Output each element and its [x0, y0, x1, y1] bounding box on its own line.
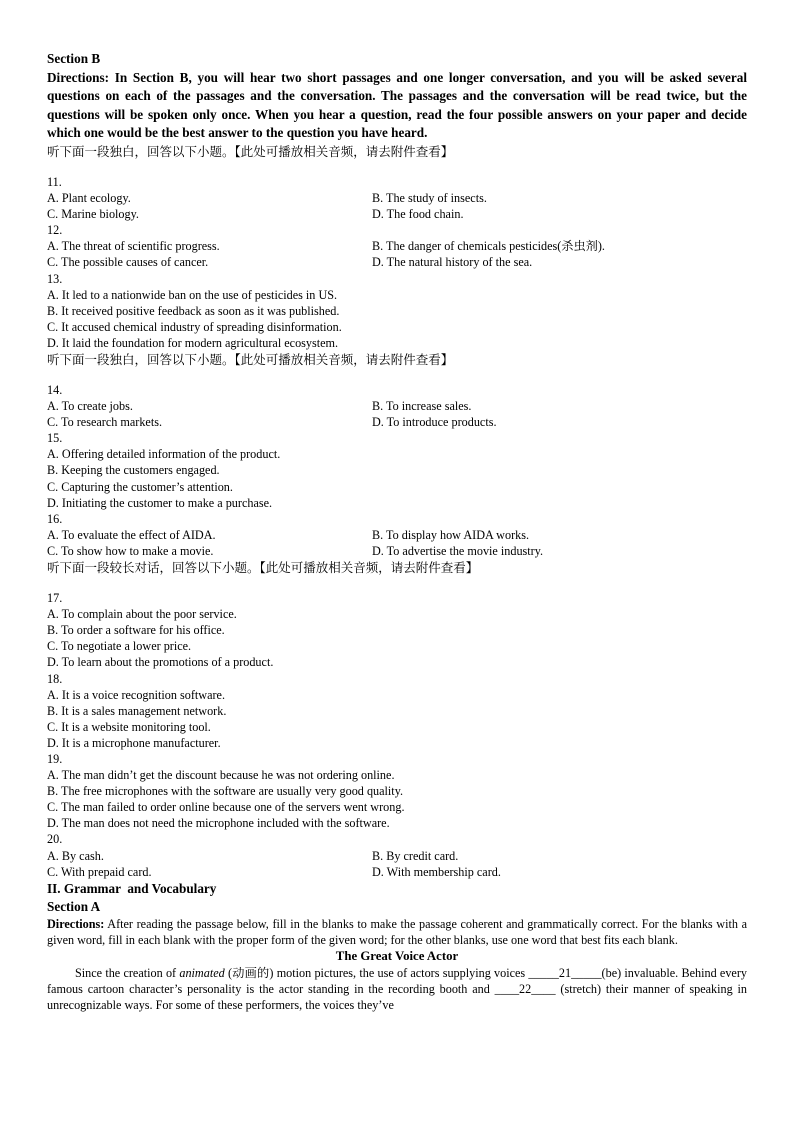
option-a: A. Plant ecology.: [47, 191, 131, 206]
option-a: A. By cash.: [47, 848, 104, 863]
option-d: D. It laid the foundation for modern agricultural ecosystem.: [47, 335, 339, 350]
question-options: [47, 190, 747, 206]
option-c: C. To research markets.: [47, 415, 163, 430]
question-number: 20.: [47, 832, 63, 847]
option-d: D. Initiating the customer to make a purchase.: [47, 495, 273, 510]
question-options: [47, 398, 747, 414]
directions-text: After reading the passage below, fill in the blanks to make the passage coherent and grammatically correct. For the blanks with a given word, fill in each blank with the proper form of the given word; for the other blanks, use one word that best fits each blank.: [47, 916, 747, 948]
passage-title: The Great Voice Actor: [335, 949, 459, 964]
question-options: [47, 414, 747, 430]
option-c: C. The possible causes of cancer.: [47, 255, 209, 270]
question-options: [47, 206, 747, 222]
question-options: [47, 848, 747, 864]
passage-text: (be) invaluable. Behind every famous cartoon character’s personality is the actor standing in the recording booth and: [47, 965, 747, 997]
question-number: 14.: [47, 383, 63, 397]
option-c: C. Marine biology.: [47, 207, 139, 222]
option-b: B. The free microphones with the software are usually very good quality.: [47, 784, 404, 799]
directions-label: Directions:: [47, 916, 105, 931]
option-d: D. To advertise the movie industry.: [372, 543, 544, 558]
option-c: C. To negotiate a lower price.: [47, 639, 192, 654]
part-ii-title: II. Grammar and Vocabulary: [47, 880, 217, 896]
option-a: A. It led to a nationwide ban on the use of pesticides in US.: [47, 287, 338, 302]
question-number: 11.: [47, 174, 62, 189]
blank-22[interactable]: ____22____: [494, 982, 556, 997]
question-number: 13.: [47, 271, 63, 286]
option-d: D. To learn about the promotions of a product.: [47, 655, 274, 670]
option-a: A. To evaluate the effect of AIDA.: [47, 527, 216, 542]
option-d: D. To introduce products.: [372, 415, 497, 430]
option-b: B. To order a software for his office.: [47, 623, 225, 638]
option-c: C. Capturing the customer’s attention.: [47, 479, 233, 494]
option-c: C. With prepaid card.: [47, 864, 152, 879]
question-options: [47, 543, 747, 559]
passage-text: (动画的) motion pictures, the use of actors supplying voices: [224, 965, 529, 980]
option-a: A. The threat of scientific progress.: [47, 239, 220, 254]
blank-21[interactable]: _____21_____: [528, 965, 602, 980]
option-b: B. It received positive feedback as soon as it was published.: [47, 303, 340, 318]
option-a: A. To create jobs.: [47, 399, 133, 414]
question-number: 17.: [47, 591, 63, 606]
question-number: 16.: [47, 511, 63, 526]
option-d: D. The man does not need the microphone included with the software.: [47, 816, 390, 831]
option-a: A. The man didn’t get the discount because he was not ordering online.: [47, 768, 395, 783]
question-options: [47, 238, 747, 254]
listening-note-1: 听下面一段独白，回答以下小题。【此处可播放相关音频，请去附件查看】: [47, 143, 454, 159]
section-b-directions: Directions: In Section B, you will hear two short passages and one longer conversation, and you will be asked several questions on each of the passages and the conversation. The passages and the conversation will be read twice, but the questions will be spoken only once. When you hear a question, read the four possible answers on your paper and decide which one would be the best answer to the question you have heard.: [47, 69, 747, 141]
option-c: C. To show how to make a movie.: [47, 543, 214, 558]
question-number: 15.: [47, 431, 63, 446]
question-options: [47, 864, 747, 880]
option-c: C. The man failed to order online because one of the servers went wrong.: [47, 800, 405, 815]
question-options: [47, 527, 747, 543]
section-b-title: Section B: [47, 51, 101, 66]
option-b: B. To display how AIDA works.: [372, 527, 530, 542]
option-c: C. It is a website monitoring tool.: [47, 719, 211, 734]
passage-italic-word: animated: [179, 965, 225, 980]
option-b: B. The danger of chemicals pesticides(杀虫剂).: [372, 239, 605, 254]
question-number: 12.: [47, 223, 63, 238]
option-b: B. The study of insects.: [372, 191, 487, 206]
question-number: 19.: [47, 751, 63, 766]
option-a: A. Offering detailed information of the product.: [47, 447, 281, 462]
option-d: D. The natural history of the sea.: [372, 255, 533, 270]
passage-text: Since the creation of: [75, 965, 180, 980]
option-d: D. With membership card.: [372, 864, 501, 879]
option-a: A. To complain about the poor service.: [47, 607, 237, 622]
section-a-title: Section A: [47, 898, 101, 914]
option-d: D. The food chain.: [372, 207, 464, 222]
passage-paragraph: [47, 965, 747, 1014]
listening-note-2: 听下面一段独白，回答以下小题。【此处可播放相关音频，请去附件查看】: [47, 352, 454, 367]
option-d: D. It is a microphone manufacturer.: [47, 735, 221, 750]
section-a-directions: [47, 916, 747, 949]
option-b: B. It is a sales management network.: [47, 703, 227, 718]
question-options: [47, 254, 747, 270]
option-b: B. By credit card.: [372, 848, 459, 863]
document-page: [47, 50, 747, 1014]
listening-note-3: 听下面一段较长对话，回答以下小题。【此处可播放相关音频，请去附件查看】: [47, 560, 479, 576]
passage-text: (stretch) their manner of speaking in unrecognizable ways. For some of these performers, the voices they’ve: [47, 982, 747, 1013]
option-a: A. It is a voice recognition software.: [47, 687, 226, 702]
question-number: 18.: [47, 671, 63, 686]
option-b: B. Keeping the customers engaged.: [47, 463, 220, 478]
option-c: C. It accused chemical industry of spreading disinformation.: [47, 319, 342, 334]
option-b: B. To increase sales.: [372, 399, 472, 414]
